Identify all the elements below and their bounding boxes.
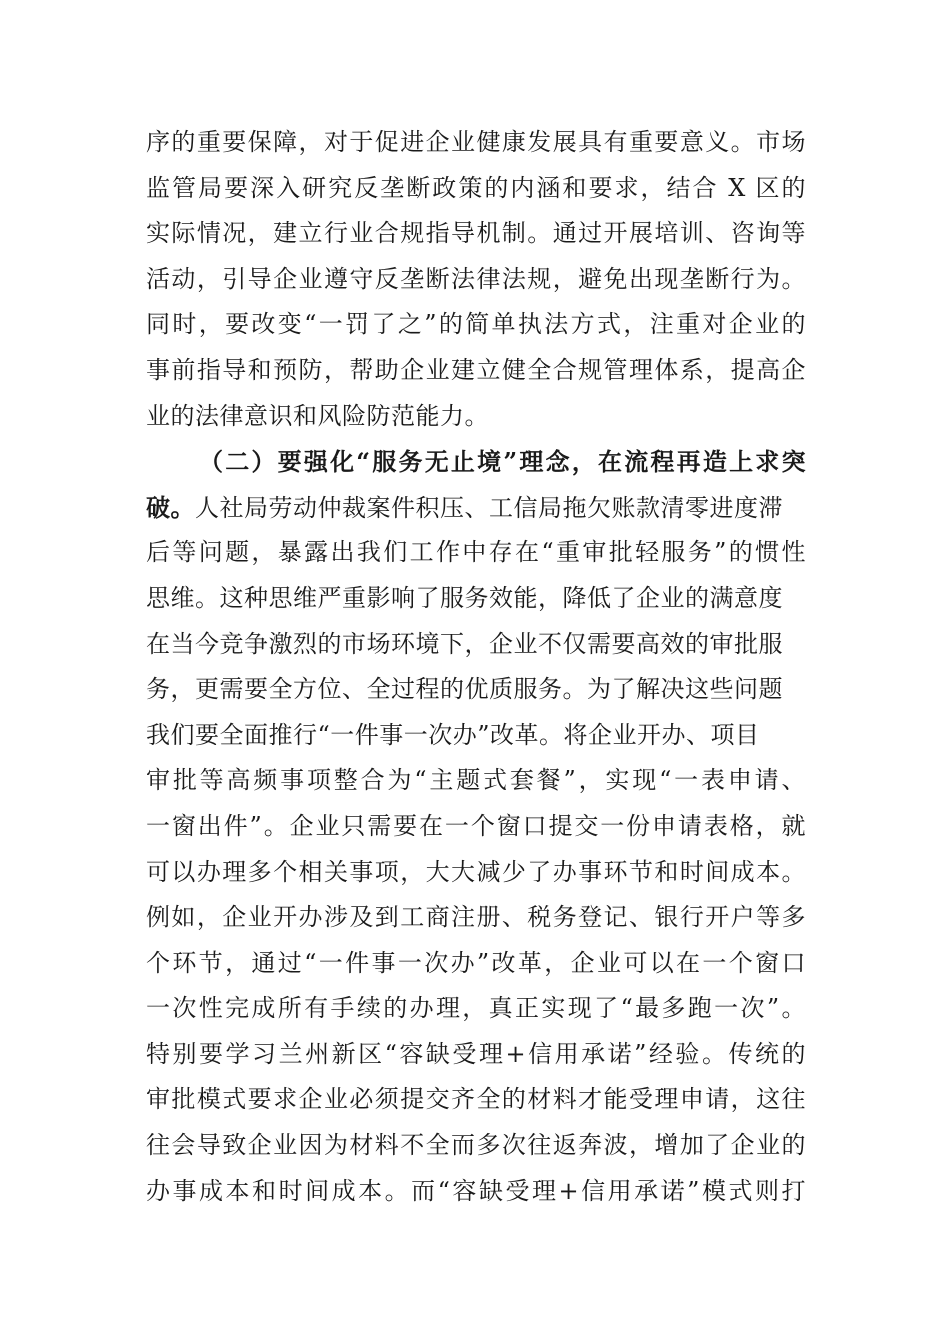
text-line: 办事成本和时间成本。而“容缺受理+信用承诺”模式则打: [146, 1176, 806, 1205]
text-line: 事前指导和预防，帮助企业建立健全合规管理体系，提高企: [146, 355, 806, 384]
text-line: 例如，企业开办涉及到工商注册、税务登记、银行开户等多: [146, 903, 806, 932]
text-line: 活动，引导企业遵守反垄断法律法规，避免出现垄断行为。: [146, 264, 806, 293]
paragraph-start: 人社局劳动仲裁案件积压、工信局拖欠账款清零进度滞: [195, 493, 783, 522]
text-line: 业的法律意识和风险防范能力。: [146, 401, 489, 430]
text-line: 审批模式要求企业必须提交齐全的材料才能受理申请，这往: [146, 1085, 806, 1114]
text-line: 在当今竞争激烈的市场环境下，企业不仅需要高效的审批服: [146, 629, 783, 658]
text-line: 思维。这种思维严重影响了服务效能，降低了企业的满意度: [146, 583, 783, 612]
text-line: 后等问题，暴露出我们工作中存在“重审批轻服务”的惯性: [146, 538, 806, 567]
text-line: 一窗出件”。企业只需要在一个窗口提交一份申请表格，就: [146, 811, 806, 840]
text-line: 往会导致企业因为材料不全而多次往返奔波，增加了企业的: [146, 1131, 806, 1160]
text-line: 特别要学习兰州新区“容缺受理+信用承诺”经验。传统的: [146, 1039, 806, 1068]
text-line: 审批等高频事项整合为“主题式套餐”，实现“一表申请、: [146, 766, 806, 795]
text-line: 我们要全面推行“一件事一次办”改革。将企业开办、项目: [146, 720, 760, 749]
section-heading-end: 破。: [146, 492, 195, 522]
text-line: 监管局要深入研究反垄断政策的内涵和要求，结合 X 区的: [146, 173, 806, 202]
body-text: [146, 120, 806, 1214]
section-heading-continuation: [146, 485, 806, 531]
text-line: 可以办理多个相关事项，大大减少了办事环节和时间成本。: [146, 857, 806, 886]
section-heading-line: （二）要强化“服务无止境”理念，在流程再造上求突: [199, 447, 806, 477]
text-line: 实际情况，建立行业合规指导机制。通过开展培训、咨询等: [146, 219, 806, 248]
text-line: 序的重要保障，对于促进企业健康发展具有重要意义。市场: [146, 128, 806, 156]
text-line: 同时，要改变“一罚了之”的简单执法方式，注重对企业的: [146, 310, 806, 339]
text-line: 一次性完成所有手续的办理，真正实现了“最多跑一次”。: [146, 994, 806, 1023]
text-line: 务，更需要全方位、全过程的优质服务。为了解决这些问题: [146, 675, 783, 704]
text-line: 个环节，通过“一件事一次办”改革，企业可以在一个窗口: [146, 948, 806, 977]
